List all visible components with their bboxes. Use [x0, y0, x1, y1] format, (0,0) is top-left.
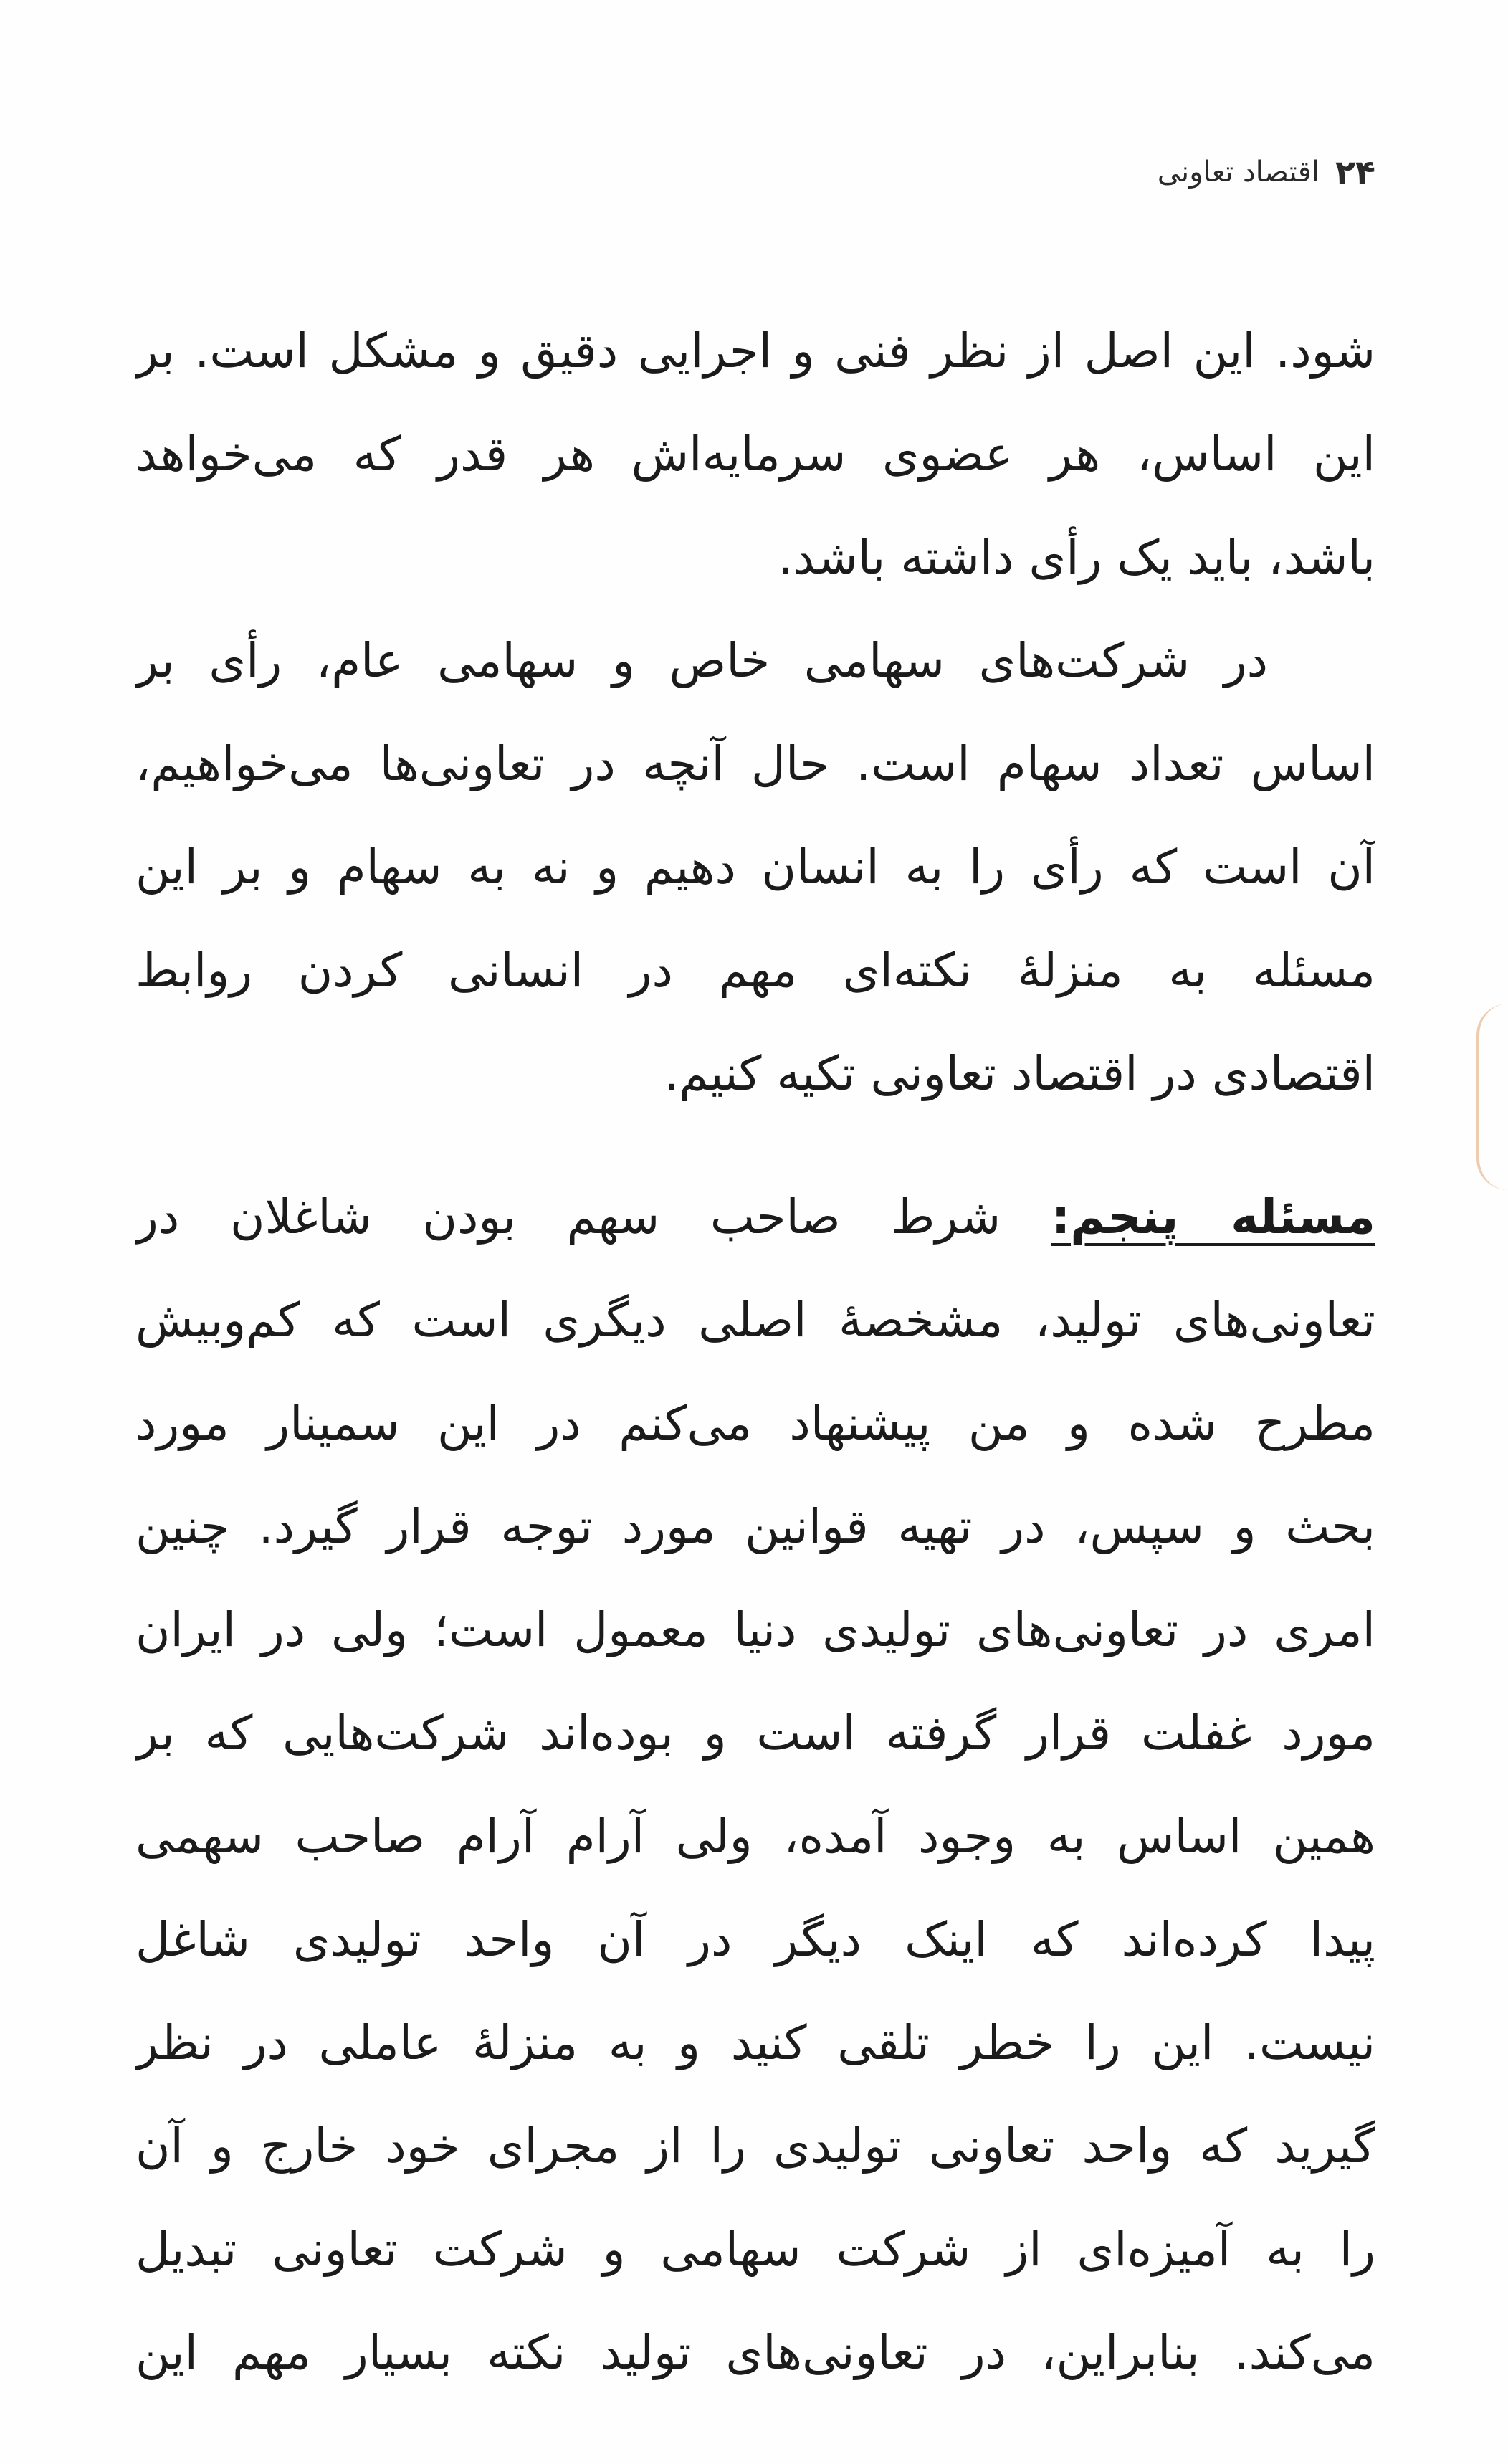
text-line: نیست. این را خطر تلقی کنید و به منزلهٔ عاملی در نظر [135, 2015, 1375, 2070]
text-line: مورد غفلت قرار گرفته است و بوده‌اند شرکت‌هایی که بر [135, 1706, 1375, 1761]
text-line: در شرکت‌های سهامی خاص و سهامی عام، رأی بر [135, 633, 1268, 688]
paragraph [135, 300, 1375, 609]
text-line: مسئله به منزلهٔ نکته‌ای مهم در انسانی کردن روابط [135, 943, 1375, 998]
text-line: تعاونی‌های تولید، مشخصهٔ اصلی دیگری است که کم‌وبیش [135, 1293, 1375, 1348]
paragraph [135, 609, 1375, 1126]
text-line: اساس تعداد سهام است. حال آنچه در تعاونی‌ها می‌خواهیم، [135, 736, 1375, 791]
text-line-rest: شرط صاحب سهم بودن شاغلان در [135, 1189, 1001, 1245]
text-line: همین اساس به وجود آمده، ولی آرام آرام صاحب سهمی [135, 1809, 1375, 1864]
text-line: باشد، باید یک رأی داشته باشد. [778, 530, 1375, 585]
text-line: اقتصادی در اقتصاد تعاونی تکیه کنیم. [664, 1046, 1375, 1101]
text-line: آن است که رأی را به انسان دهیم و نه به سهام و بر این [135, 839, 1375, 895]
body-text [135, 300, 1375, 2404]
paragraph-gap [135, 1126, 1375, 1166]
text-line: این اساس، هر عضوی سرمایه‌اش هر قدر که می‌خواهد [135, 427, 1375, 482]
page-edge-mark [1476, 1004, 1508, 1190]
text-line: بحث و سپس، در تهیه قوانین مورد توجه قرار گیرد. چنین [135, 1499, 1375, 1554]
section-heading: مسئله پنجم: [1051, 1189, 1375, 1245]
page-number: ۲۴ [1335, 153, 1375, 191]
text-line: شود. این اصل از نظر فنی و اجرایی دقیق و مشکل است. بر [135, 323, 1375, 379]
running-header [1017, 147, 1375, 197]
text-line: امری در تعاونی‌های تولیدی دنیا معمول است؛ ولی در ایران [135, 1602, 1375, 1657]
text-line: گیرید که واحد تعاونی تولیدی را از مجرای خود خارج و آن [135, 2118, 1375, 2174]
text-line: می‌کند. بنابراین، در تعاونی‌های تولید نکته بسیار مهم این [135, 2325, 1375, 2380]
text-line: را به آمیزه‌ای از شرکت سهامی و شرکت تعاونی تبدیل [135, 2222, 1375, 2277]
paragraph [135, 1166, 1375, 2404]
book-title: اقتصاد تعاونی [1157, 156, 1320, 189]
text-line: مطرح شده و من پیشنهاد می‌کنم در این سمینار مورد [135, 1396, 1375, 1451]
text-line [135, 1166, 1375, 1269]
text-line: پیدا کرده‌اند که اینک دیگر در آن واحد تولیدی شاغل [135, 1912, 1375, 1967]
